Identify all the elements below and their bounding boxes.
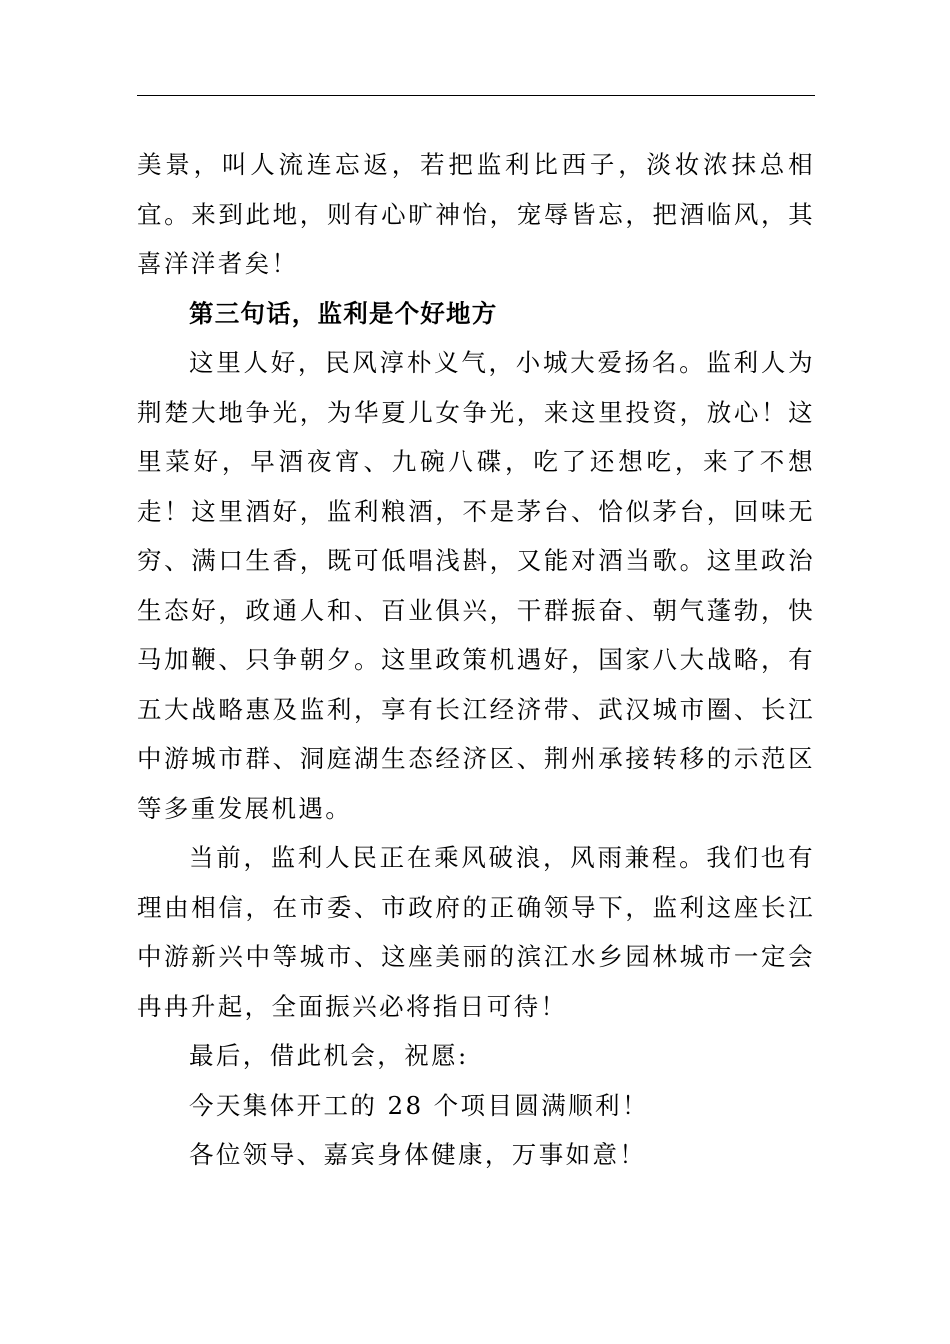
document-body [137, 140, 815, 1180]
paragraph-closing-wish: 最后，借此机会，祝愿: [189, 1041, 469, 1070]
paragraph-good-place: 这里人好，民风淳朴义气，小城大爱扬名。监利人为荆楚大地争光，为华夏儿女争光，来这里投资，放心！这里菜好，早酒夜宵、九碗八碟，吃了还想吃，来了不想走！这里酒好，监利粮酒，不是茅台、恰似茅台，回味无穷、满口生香，既可低唱浅斟，又能对酒当歌。这里政治生态好，政通人和、百业俱兴，干群振奋、朝气蓬勃，快马加鞭、只争朝夕。这里政策机遇好，国家八大战略，有五大战略惠及监利，享有长江经济带、武汉城市圈、长江中游城市群、洞庭湖生态经济区、荆州承接转移的示范区等多重发展机遇。 [137, 348, 815, 823]
paragraph-continuation: 美景，叫人流连忘返，若把监利比西子，淡妆浓抹总相宜。来到此地，则有心旷神怡，宠辱皆忘，把酒临风，其喜洋洋者矣！ [137, 150, 815, 278]
paragraph-guests-wish: 各位领导、嘉宾身体健康，万事如意！ [189, 1140, 647, 1169]
paragraph-projects-wish: 今天集体开工的 28 个项目圆满顺利！ [189, 1090, 649, 1120]
paragraph-current: 当前，监利人民正在乘风破浪，风雨兼程。我们也有理由相信，在市委、市政府的正确领导下，监利这座长江中游新兴中等城市、这座美丽的滨江水乡园林城市一定会冉冉升起，全面振兴必将指日可待！ [137, 843, 815, 1021]
header-rule [137, 95, 815, 96]
section-heading: 第三句话，监利是个好地方 [189, 298, 498, 328]
